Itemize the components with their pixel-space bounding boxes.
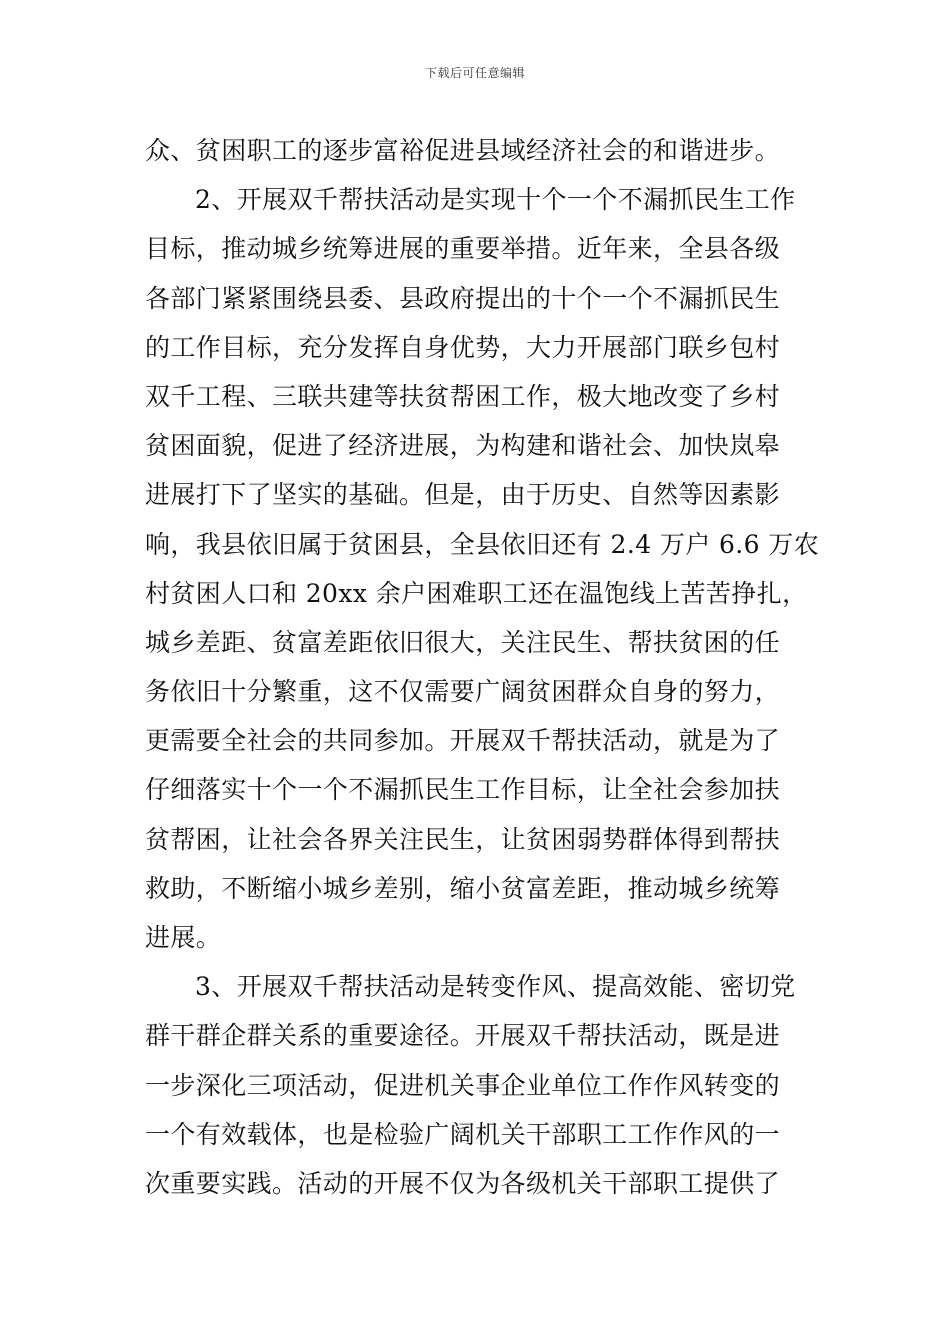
text-line: 群干群企群关系的重要途径。开展双千帮扶活动，既是进 [145, 1021, 781, 1051]
text-line: 一步深化三项活动，促进机关事企业单位工作作风转变的 [145, 1070, 781, 1100]
text-line: 仔细落实十个一个不漏抓民生工作目标，让全社会参加扶 [145, 775, 781, 805]
text-line: 更需要全社会的共同参加。开展双千帮扶活动，就是为了 [145, 726, 781, 756]
text-line: 各部门紧紧围绕县委、县政府提出的十个一个不漏抓民生 [145, 283, 781, 313]
text-line: 次重要实践。活动的开展不仅为各级机关干部职工提供了 [145, 1168, 781, 1198]
text-line: 进展打下了坚实的基础。但是，由于历史、自然等因素影 [145, 480, 781, 510]
text-line: 务依旧十分繁重，这不仅需要广阔贫困群众自身的努力， [145, 677, 781, 707]
header-note: 下载后可任意编辑 [424, 66, 525, 80]
text-line: 城乡差距、贫富差距依旧很大，关注民生、帮扶贫困的任 [145, 627, 781, 657]
text-line: 目标，推动城乡统筹进展的重要举措。近年来，全县各级 [145, 234, 781, 264]
text-line: 众、贫困职工的逐步富裕促进县域经济社会的和谐进步。 [145, 136, 781, 165]
text-line: 的工作目标，充分发挥自身优势，大力开展部门联乡包村 [145, 332, 781, 362]
text-line: 响，我县依旧属于贫困县，全县依旧还有 2.4 万户 6.6 万农 [145, 529, 820, 559]
text-line: 进展。 [145, 923, 222, 952]
text-line: 村贫困人口和 20xx 余户困难职工还在温饱线上苦苦挣扎， [145, 578, 808, 608]
text-line: 救助，不断缩小城乡差别，缩小贫富差距，推动城乡统筹 [145, 873, 781, 903]
text-line: 3、开展双千帮扶活动是转变作风、提高效能、密切党 [195, 972, 796, 1002]
body-text [145, 126, 820, 1208]
text-line: 2、开展双千帮扶活动是实现十个一个不漏抓民生工作 [195, 185, 796, 215]
text-line: 双千工程、三联共建等扶贫帮困工作，极大地改变了乡村 [145, 381, 781, 411]
text-line: 一个有效载体，也是检验广阔机关干部职工工作作风的一 [145, 1119, 781, 1149]
text-line: 贫帮困，让社会各界关注民生，让贫困弱势群体得到帮扶 [145, 824, 781, 854]
text-line: 贫困面貌，促进了经济进展，为构建和谐社会、加快岚皋 [145, 431, 781, 461]
